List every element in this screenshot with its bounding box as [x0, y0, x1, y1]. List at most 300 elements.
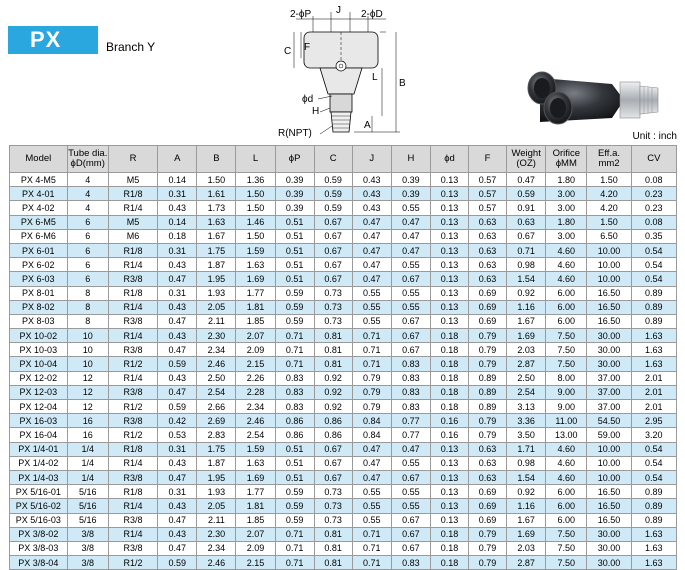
table-row: [10, 173, 677, 187]
table-cell: 0.67: [314, 470, 352, 484]
table-cell: 0.67: [391, 314, 430, 328]
table-row: [10, 470, 677, 484]
table-cell: 4.60: [546, 258, 587, 272]
table-cell: 0.18: [430, 385, 468, 399]
table-cell: 3.20: [631, 428, 676, 442]
table-cell: 59.00: [587, 428, 631, 442]
table-cell: 0.89: [469, 385, 507, 399]
table-row: [10, 272, 677, 286]
table-cell: 0.43: [158, 258, 197, 272]
column-header: R: [108, 146, 157, 173]
table-cell: PX 6-M5: [10, 215, 68, 229]
table-cell: R1/2: [108, 357, 157, 371]
table-cell: 0.51: [275, 243, 314, 257]
table-cell: 0.71: [352, 357, 391, 371]
table-cell: 1/4: [67, 442, 108, 456]
column-header: Orifice ϕMM: [546, 146, 587, 173]
table-cell: 0.55: [391, 201, 430, 215]
table-row: [10, 300, 677, 314]
table-cell: 0.63: [469, 470, 507, 484]
table-cell: 1.50: [236, 187, 275, 201]
table-cell: 0.54: [631, 243, 676, 257]
table-cell: 0.43: [352, 173, 391, 187]
table-cell: 0.39: [275, 173, 314, 187]
table-cell: 0.81: [314, 541, 352, 555]
table-cell: 0.13: [430, 187, 468, 201]
table-cell: 10.00: [587, 442, 631, 456]
table-cell: R1/4: [108, 201, 157, 215]
table-cell: 2.07: [236, 527, 275, 541]
table-cell: PX 3/8-04: [10, 556, 68, 570]
table-cell: 0.18: [158, 229, 197, 243]
table-cell: 1.50: [587, 215, 631, 229]
table-cell: 0.71: [275, 556, 314, 570]
table-cell: PX 10-02: [10, 329, 68, 343]
table-cell: 5/16: [67, 485, 108, 499]
table-cell: 0.73: [314, 314, 352, 328]
table-cell: R1/2: [108, 400, 157, 414]
table-cell: 0.47: [352, 215, 391, 229]
table-cell: 0.59: [275, 513, 314, 527]
table-cell: 0.14: [158, 173, 197, 187]
table-cell: 0.47: [391, 229, 430, 243]
table-cell: 0.13: [430, 229, 468, 243]
table-cell: 0.83: [275, 400, 314, 414]
table-cell: 0.86: [275, 414, 314, 428]
table-cell: 3.00: [546, 229, 587, 243]
table-cell: 0.71: [275, 343, 314, 357]
table-cell: 4.60: [546, 243, 587, 257]
table-cell: 10: [67, 343, 108, 357]
label-h: H: [312, 106, 320, 117]
table-cell: 0.54: [631, 272, 676, 286]
table-cell: 0.39: [391, 187, 430, 201]
table-cell: R1/8: [108, 286, 157, 300]
table-cell: R3/8: [108, 385, 157, 399]
table-cell: 10.00: [587, 456, 631, 470]
column-header: Tube dia. ϕD(mm): [67, 146, 108, 173]
table-cell: 0.43: [158, 527, 197, 541]
table-cell: 0.59: [275, 300, 314, 314]
table-row: [10, 513, 677, 527]
table-cell: 0.42: [158, 414, 197, 428]
table-cell: 0.18: [430, 527, 468, 541]
table-cell: 0.51: [275, 258, 314, 272]
table-cell: 54.50: [587, 414, 631, 428]
table-cell: 12: [67, 385, 108, 399]
table-cell: 5/16: [67, 513, 108, 527]
table-cell: 0.43: [158, 300, 197, 314]
table-cell: 0.79: [469, 414, 507, 428]
table-cell: 0.47: [158, 385, 197, 399]
label-two-phi-d: 2-ϕD: [361, 9, 383, 20]
table-cell: 2.46: [197, 556, 236, 570]
label-l: L: [372, 72, 378, 83]
table-cell: 2.87: [507, 357, 546, 371]
table-cell: 0.43: [158, 499, 197, 513]
table-row: [10, 371, 677, 385]
table-cell: 2.34: [236, 400, 275, 414]
table-cell: 0.13: [430, 485, 468, 499]
table-cell: 16.50: [587, 314, 631, 328]
table-cell: 2.15: [236, 357, 275, 371]
table-cell: 0.47: [391, 442, 430, 456]
table-cell: 1.50: [197, 173, 236, 187]
table-cell: 0.55: [352, 300, 391, 314]
table-cell: 0.63: [469, 229, 507, 243]
table-cell: R3/8: [108, 343, 157, 357]
table-cell: 0.89: [469, 400, 507, 414]
table-cell: 0.71: [352, 343, 391, 357]
table-cell: 1.59: [236, 243, 275, 257]
table-cell: 0.43: [158, 329, 197, 343]
table-cell: 0.59: [275, 485, 314, 499]
table-cell: 0.13: [430, 243, 468, 257]
table-cell: 0.57: [469, 187, 507, 201]
table-cell: 1.61: [197, 187, 236, 201]
label-two-phi-p: 2-ϕP: [290, 9, 312, 20]
table-cell: 6.00: [546, 499, 587, 513]
table-cell: 1.81: [236, 499, 275, 513]
table-cell: 1.69: [507, 329, 546, 343]
table-cell: 1.54: [507, 470, 546, 484]
table-cell: 2.01: [631, 371, 676, 385]
table-cell: 0.89: [631, 300, 676, 314]
table-cell: R1/4: [108, 527, 157, 541]
table-cell: 30.00: [587, 343, 631, 357]
table-cell: 0.71: [275, 329, 314, 343]
table-cell: 0.43: [158, 371, 197, 385]
table-cell: 1.93: [197, 485, 236, 499]
table-cell: 0.59: [275, 286, 314, 300]
table-cell: 2.95: [631, 414, 676, 428]
table-cell: 1.63: [631, 527, 676, 541]
table-cell: 2.26: [236, 371, 275, 385]
table-cell: 6: [67, 243, 108, 257]
table-cell: 12: [67, 371, 108, 385]
table-cell: 6.00: [546, 300, 587, 314]
table-cell: 0.51: [275, 229, 314, 243]
table-cell: 1.63: [631, 541, 676, 555]
label-j: J: [336, 5, 341, 16]
table-cell: PX 3/8-02: [10, 527, 68, 541]
column-header: Weight (OZ): [507, 146, 546, 173]
table-row: [10, 428, 677, 442]
table-cell: 3.00: [546, 201, 587, 215]
table-cell: 0.13: [430, 215, 468, 229]
product-photo: [520, 60, 670, 132]
table-cell: 0.55: [352, 513, 391, 527]
table-cell: 0.79: [469, 343, 507, 357]
table-cell: 0.67: [314, 456, 352, 470]
table-cell: PX 8-02: [10, 300, 68, 314]
table-cell: 0.83: [391, 400, 430, 414]
table-cell: 0.55: [391, 300, 430, 314]
table-cell: 0.47: [352, 272, 391, 286]
table-cell: PX 1/4-03: [10, 470, 68, 484]
column-header: A: [158, 146, 197, 173]
table-cell: 0.23: [631, 201, 676, 215]
table-cell: R1/4: [108, 329, 157, 343]
table-cell: 2.54: [197, 385, 236, 399]
table-cell: 0.84: [352, 428, 391, 442]
table-cell: R1/2: [108, 556, 157, 570]
table-cell: 0.79: [469, 329, 507, 343]
table-cell: 0.18: [430, 556, 468, 570]
table-cell: R1/2: [108, 428, 157, 442]
table-cell: 0.92: [314, 400, 352, 414]
table-cell: PX 6-M6: [10, 229, 68, 243]
table-row: [10, 442, 677, 456]
column-header: L: [236, 146, 275, 173]
table-cell: R1/4: [108, 499, 157, 513]
table-cell: 0.98: [507, 258, 546, 272]
table-cell: 10.00: [587, 243, 631, 257]
table-cell: 0.63: [469, 456, 507, 470]
table-cell: 2.34: [197, 343, 236, 357]
table-cell: 3.00: [546, 187, 587, 201]
table-cell: R3/8: [108, 470, 157, 484]
table-cell: 0.67: [391, 329, 430, 343]
table-cell: PX 1/4-02: [10, 456, 68, 470]
table-row: [10, 286, 677, 300]
product-badge: PX: [8, 26, 98, 54]
table-cell: 0.53: [158, 428, 197, 442]
table-cell: 0.47: [158, 343, 197, 357]
table-cell: 0.31: [158, 485, 197, 499]
table-cell: 1.67: [507, 314, 546, 328]
table-cell: 0.16: [430, 428, 468, 442]
table-cell: 2.05: [197, 300, 236, 314]
table-cell: 0.83: [275, 385, 314, 399]
table-cell: 1.16: [507, 300, 546, 314]
table-cell: 16.50: [587, 499, 631, 513]
table-cell: 0.54: [631, 442, 676, 456]
table-cell: 6: [67, 215, 108, 229]
table-cell: 2.05: [197, 499, 236, 513]
table-cell: 2.01: [631, 385, 676, 399]
table-cell: 0.13: [430, 286, 468, 300]
table-row: [10, 229, 677, 243]
table-cell: PX 6-01: [10, 243, 68, 257]
table-cell: 2.11: [197, 314, 236, 328]
label-f: F: [304, 42, 311, 53]
table-cell: 30.00: [587, 527, 631, 541]
table-cell: 1.63: [236, 456, 275, 470]
table-cell: 1.77: [236, 485, 275, 499]
table-cell: M5: [108, 215, 157, 229]
table-cell: 0.47: [158, 541, 197, 555]
table-cell: 4.60: [546, 470, 587, 484]
table-cell: 0.13: [430, 173, 468, 187]
table-cell: 1.75: [197, 442, 236, 456]
table-cell: PX 3/8-03: [10, 541, 68, 555]
table-cell: 0.18: [430, 371, 468, 385]
table-cell: 0.31: [158, 243, 197, 257]
table-cell: 0.69: [469, 314, 507, 328]
table-cell: 0.47: [352, 258, 391, 272]
table-cell: 2.28: [236, 385, 275, 399]
table-cell: 0.89: [631, 513, 676, 527]
table-cell: PX 16-03: [10, 414, 68, 428]
table-cell: 7.50: [546, 357, 587, 371]
table-cell: 0.47: [352, 470, 391, 484]
table-cell: 0.31: [158, 286, 197, 300]
table-cell: 4.60: [546, 272, 587, 286]
table-row: [10, 556, 677, 570]
table-cell: 0.79: [352, 385, 391, 399]
table-cell: PX 6-03: [10, 272, 68, 286]
table-cell: 2.07: [236, 329, 275, 343]
table-cell: 1.16: [507, 499, 546, 513]
table-cell: 0.79: [469, 527, 507, 541]
table-cell: 1.85: [236, 314, 275, 328]
table-cell: 0.47: [158, 513, 197, 527]
table-cell: 8: [67, 314, 108, 328]
table-cell: 1.63: [197, 215, 236, 229]
table-cell: 10: [67, 357, 108, 371]
column-header: ϕP: [275, 146, 314, 173]
label-b: B: [399, 78, 406, 89]
table-cell: 1.87: [197, 456, 236, 470]
table-cell: 1.63: [631, 343, 676, 357]
table-cell: 0.23: [631, 187, 676, 201]
table-cell: 0.18: [430, 357, 468, 371]
table-cell: 0.89: [631, 314, 676, 328]
table-cell: 6: [67, 272, 108, 286]
table-cell: 7.50: [546, 329, 587, 343]
table-cell: 0.71: [352, 541, 391, 555]
column-header: F: [469, 146, 507, 173]
table-cell: 0.83: [275, 371, 314, 385]
table-cell: 2.46: [236, 414, 275, 428]
table-cell: 0.57: [469, 201, 507, 215]
table-cell: 0.83: [391, 357, 430, 371]
table-cell: 0.14: [158, 215, 197, 229]
table-cell: 0.67: [391, 343, 430, 357]
table-cell: 1.69: [507, 527, 546, 541]
table-cell: 7.50: [546, 527, 587, 541]
table-cell: 3.36: [507, 414, 546, 428]
table-cell: 0.67: [507, 229, 546, 243]
table-cell: 0.71: [275, 541, 314, 555]
table-cell: 0.13: [430, 456, 468, 470]
table-cell: 2.11: [197, 513, 236, 527]
table-cell: 0.31: [158, 187, 197, 201]
table-cell: 1.63: [631, 357, 676, 371]
table-cell: 0.57: [469, 173, 507, 187]
table-cell: 37.00: [587, 385, 631, 399]
table-cell: 0.51: [275, 215, 314, 229]
table-cell: 1.50: [587, 173, 631, 187]
column-header: C: [314, 146, 352, 173]
table-cell: 0.89: [631, 286, 676, 300]
table-cell: 30.00: [587, 329, 631, 343]
table-cell: 0.63: [507, 215, 546, 229]
table-cell: R3/8: [108, 272, 157, 286]
table-cell: 2.01: [631, 400, 676, 414]
table-cell: 30.00: [587, 541, 631, 555]
table-cell: 6.00: [546, 485, 587, 499]
table-cell: 0.69: [469, 485, 507, 499]
table-cell: 0.59: [158, 556, 197, 570]
table-row: [10, 400, 677, 414]
table-cell: PX 8-03: [10, 314, 68, 328]
table-cell: 2.54: [507, 385, 546, 399]
table-cell: 0.92: [314, 385, 352, 399]
table-cell: 0.79: [352, 400, 391, 414]
table-cell: 0.67: [314, 442, 352, 456]
table-row: [10, 258, 677, 272]
table-cell: 0.81: [314, 357, 352, 371]
label-a: A: [364, 120, 371, 131]
table-cell: 0.39: [275, 187, 314, 201]
table-cell: 0.39: [391, 173, 430, 187]
table-cell: 0.47: [352, 229, 391, 243]
table-cell: 3.50: [507, 428, 546, 442]
table-cell: 0.79: [469, 357, 507, 371]
table-cell: 0.35: [631, 229, 676, 243]
table-cell: 0.67: [391, 513, 430, 527]
table-row: [10, 414, 677, 428]
table-cell: 1.67: [197, 229, 236, 243]
table-cell: 0.13: [430, 201, 468, 215]
table-cell: 1.95: [197, 272, 236, 286]
table-cell: 0.81: [314, 527, 352, 541]
table-cell: 0.39: [275, 201, 314, 215]
table-cell: 10: [67, 329, 108, 343]
table-cell: R1/4: [108, 371, 157, 385]
table-cell: 8: [67, 300, 108, 314]
table-cell: 3/8: [67, 541, 108, 555]
table-cell: 6: [67, 258, 108, 272]
table-cell: 1.93: [197, 286, 236, 300]
table-cell: 1.85: [236, 513, 275, 527]
table-cell: 0.51: [275, 470, 314, 484]
table-cell: 16.50: [587, 513, 631, 527]
table-row: [10, 357, 677, 371]
table-cell: 0.47: [391, 243, 430, 257]
table-cell: 0.59: [158, 357, 197, 371]
table-cell: 1.95: [197, 470, 236, 484]
label-r-npt: R(NPT): [278, 128, 312, 139]
table-cell: 6.00: [546, 513, 587, 527]
table-cell: R3/8: [108, 314, 157, 328]
table-cell: PX 16-04: [10, 428, 68, 442]
table-cell: 1.75: [197, 243, 236, 257]
table-cell: 0.55: [352, 314, 391, 328]
table-cell: 2.30: [197, 329, 236, 343]
column-header: J: [352, 146, 391, 173]
table-cell: 0.69: [469, 513, 507, 527]
table-cell: 0.54: [631, 258, 676, 272]
table-cell: 16.50: [587, 300, 631, 314]
table-cell: 0.67: [391, 541, 430, 555]
table-cell: 2.50: [197, 371, 236, 385]
table-cell: 0.13: [430, 272, 468, 286]
table-cell: 10.00: [587, 272, 631, 286]
column-header: ϕd: [430, 146, 468, 173]
table-cell: 0.92: [507, 485, 546, 499]
table-cell: PX 4-01: [10, 187, 68, 201]
table-cell: 0.67: [391, 272, 430, 286]
table-cell: 0.13: [430, 513, 468, 527]
table-cell: PX 8-01: [10, 286, 68, 300]
table-cell: 2.03: [507, 343, 546, 357]
table-cell: 0.55: [391, 499, 430, 513]
table-cell: 0.47: [158, 272, 197, 286]
table-cell: 0.16: [430, 414, 468, 428]
